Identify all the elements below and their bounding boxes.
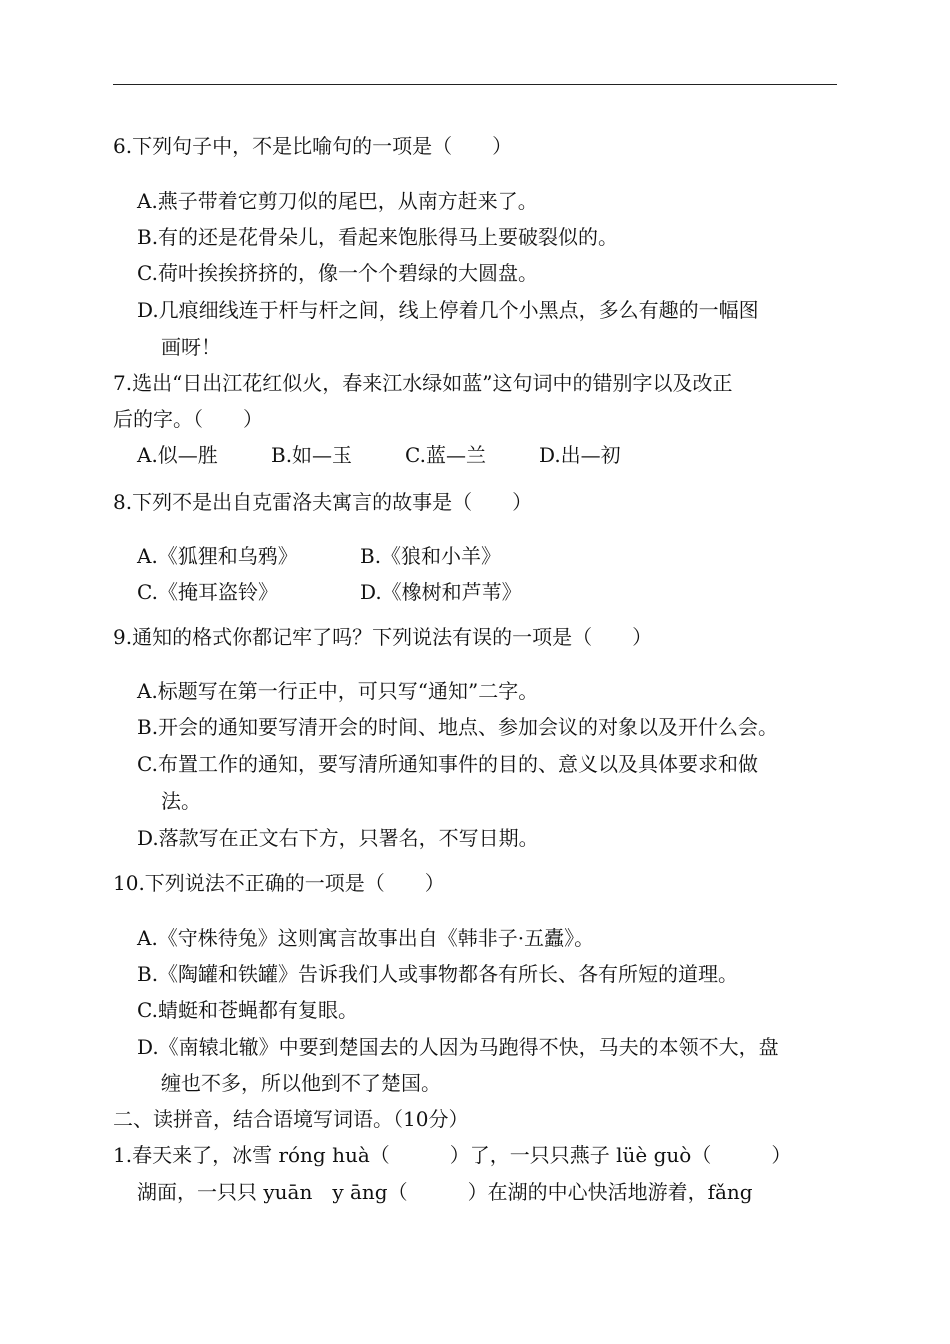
q9-option-c-continued: 法。 xyxy=(161,789,201,813)
section-heading: 二、读拼音，结合语境写词语。（10分） xyxy=(113,1107,469,1131)
q7-stem-continued: 后的字。（ ） xyxy=(113,407,263,431)
q9-stem: 9.通知的格式你都记牢了吗？下列说法有误的一项是（ ） xyxy=(113,625,653,649)
q10-option-b: B.《陶罐和铁罐》告诉我们人或事物都各有所长、各有所短的道理。 xyxy=(137,962,739,986)
q8-stem: 8.下列不是出自克雷洛夫寓言的故事是（ ） xyxy=(113,490,533,514)
q10-option-d: D.《南辕北辙》中要到楚国去的人因为马跑得不快，马夫的本领不大，盘 xyxy=(137,1035,779,1059)
section2-item1-line2: 湖面，一只只 yuān y āng（ ）在湖的中心快活地游着，fǎng xyxy=(137,1180,753,1204)
q7-option-d: D.出—初 xyxy=(539,443,621,467)
q8-option-c: C.《掩耳盗铃》 xyxy=(137,580,278,604)
q6-option-d: D.几痕细线连于杆与杆之间，线上停着几个小黑点，多么有趣的一幅图 xyxy=(137,298,759,322)
header-rule xyxy=(113,84,837,85)
q7-stem: 7.选出“日出江花红似火，春来江水绿如蓝”这句词中的错别字以及改正 xyxy=(113,371,733,395)
section2-item1-line1: 1.春天来了，冰雪 róng huà（ ）了，一只只燕子 lüè guò（ ） xyxy=(113,1143,792,1167)
q7-option-c: C.蓝—兰 xyxy=(405,443,486,467)
q9-option-a: A.标题写在第一行正中，可只写“通知”二字。 xyxy=(137,679,539,703)
q7-option-b: B.如—玉 xyxy=(271,443,353,467)
q9-option-b: B.开会的通知要写清开会的时间、地点、参加会议的对象以及开什么会。 xyxy=(137,715,779,739)
q6-option-a: A.燕子带着它剪刀似的尾巴，从南方赶来了。 xyxy=(137,189,538,213)
q10-option-d-continued: 缠也不多，所以他到不了楚国。 xyxy=(161,1071,441,1095)
q10-option-a: A.《守株待兔》这则寓言故事出自《韩非子·五蠹》。 xyxy=(137,926,595,950)
q8-option-a: A.《狐狸和乌鸦》 xyxy=(137,544,298,568)
q6-option-c: C.荷叶挨挨挤挤的，像一个个碧绿的大圆盘。 xyxy=(137,261,538,285)
q8-option-d: D.《橡树和芦苇》 xyxy=(360,580,522,604)
q10-option-c: C.蜻蜓和苍蝇都有复眼。 xyxy=(137,998,358,1022)
q9-option-c: C.布置工作的通知，要写清所通知事件的目的、意义以及具体要求和做 xyxy=(137,752,758,776)
q10-stem: 10.下列说法不正确的一项是（ ） xyxy=(113,871,445,895)
q9-option-d: D.落款写在正文右下方，只署名，不写日期。 xyxy=(137,826,539,850)
q8-option-b: B.《狼和小羊》 xyxy=(360,544,502,568)
q6-option-b: B.有的还是花骨朵儿，看起来饱胀得马上要破裂似的。 xyxy=(137,225,619,249)
q6-stem: 6.下列句子中，不是比喻句的一项是（ ） xyxy=(113,134,513,158)
q6-option-d-continued: 画呀！ xyxy=(161,335,221,359)
q7-option-a: A.似—胜 xyxy=(137,443,218,467)
